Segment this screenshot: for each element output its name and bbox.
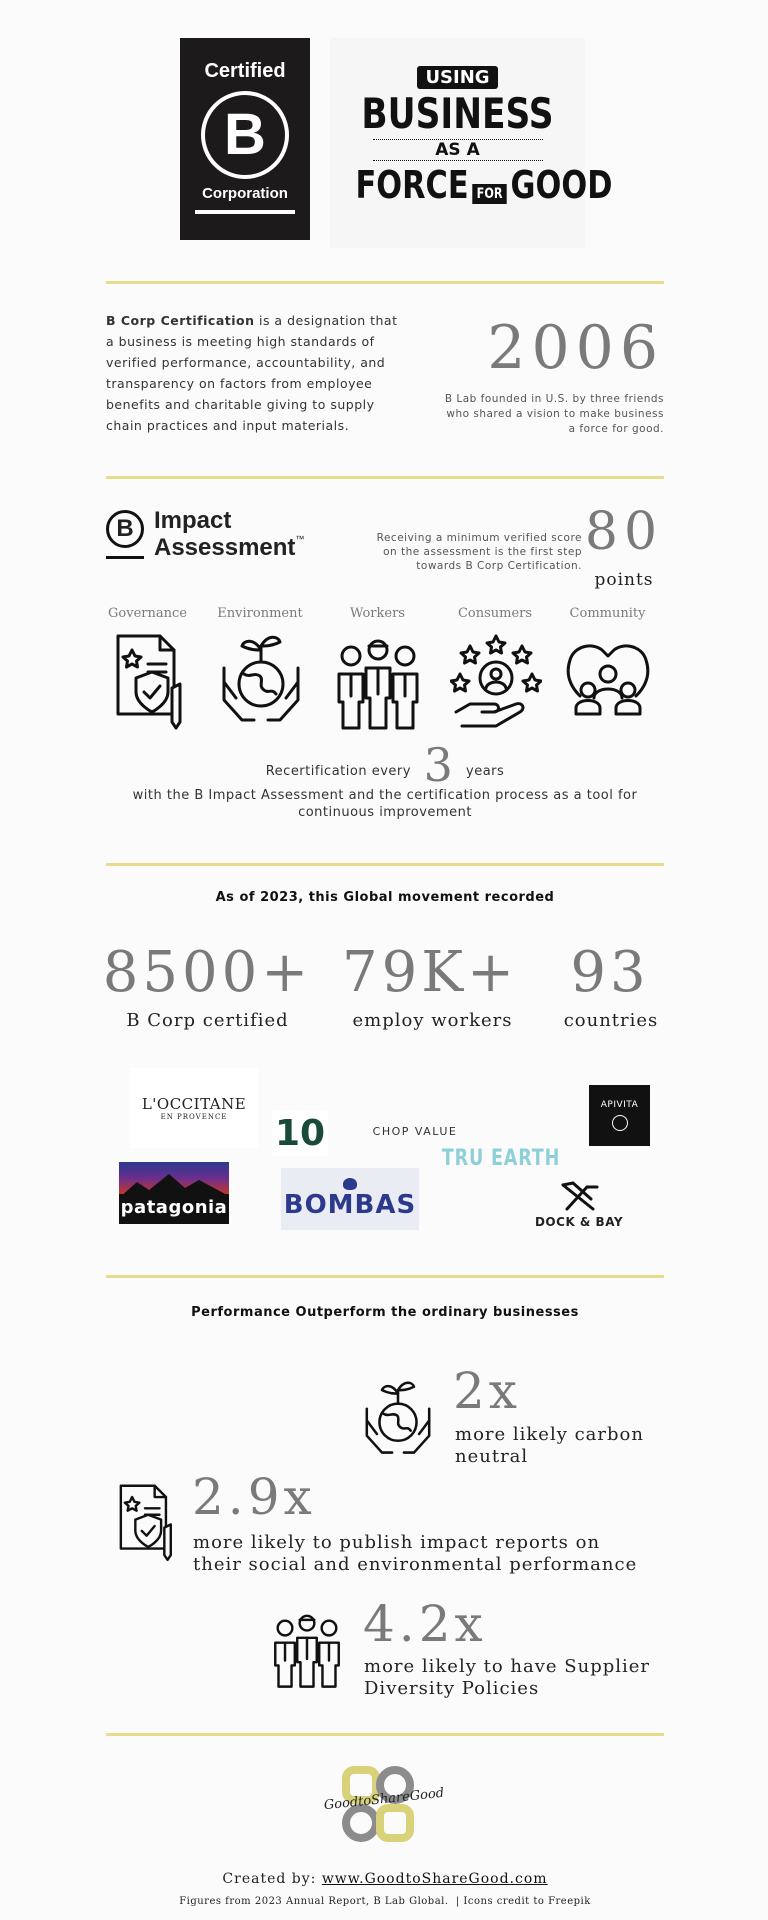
divider	[106, 1275, 664, 1278]
slogan-force-for-good	[355, 163, 613, 207]
slogan-logo	[330, 38, 613, 248]
chopvalue-text: CHOP VALUE	[372, 1124, 458, 1138]
impact-assessment-logo	[106, 508, 306, 563]
stat-value-countries: 93	[570, 940, 650, 1005]
category-label-community: Community	[569, 606, 646, 621]
created-by-line	[106, 1871, 664, 1887]
consumer-stars-icon	[450, 632, 542, 730]
bombas-text: BOMBAS	[283, 1190, 417, 1220]
goodtosharegood-logo	[322, 1762, 446, 1848]
slogan-as-a: AS A	[373, 139, 543, 161]
divider	[106, 1733, 664, 1736]
perf-text-diversity: more likely to have Supplier Diversity Policies	[364, 1656, 651, 1699]
stat-label-workers: employ workers	[352, 1010, 513, 1031]
bcorp-logo-letter: B	[224, 102, 266, 167]
recertification-line	[106, 738, 664, 792]
perf-value-reports: 2.9x	[192, 1468, 316, 1526]
b-circle-icon: B	[106, 510, 144, 548]
category-label-environment: Environment	[217, 606, 303, 621]
category-label-governance: Governance	[108, 606, 187, 621]
recert-suffix: years	[466, 764, 505, 779]
impact-logo-tm: ™	[295, 534, 305, 544]
perf-value-diversity: 4.2x	[363, 1595, 487, 1653]
website-link[interactable]: www.GoodtoShareGood.com	[321, 1871, 548, 1887]
performance-heading: Performance Outperform the ordinary businesses	[191, 1305, 579, 1320]
credits-line: Figures from 2023 Annual Report, B Lab Global. | Icons credit to Freepik	[179, 1896, 591, 1907]
impact-logo-line2: Assessment	[154, 534, 296, 561]
recertification-description: with the B Impact Assessment and the certification process as a tool for continuous improvement	[132, 788, 638, 820]
bcorp-logo-bar	[195, 210, 295, 214]
apivita-text: APIVITA	[600, 1100, 639, 1110]
truearth-text: TRU EARTH	[441, 1145, 561, 1171]
patagonia-mountains	[119, 1172, 229, 1198]
apivita-logo	[589, 1085, 650, 1146]
loccitane-name: L'OCCITANE	[141, 1095, 247, 1113]
intro-bold-term: B Corp Certification	[106, 313, 255, 328]
perf-text-reports: more likely to publish impact reports on their social and environmental performance	[193, 1532, 638, 1575]
logo-script-text: GoodtoShareGood	[323, 1785, 445, 1814]
globe-hands-icon	[358, 1375, 438, 1461]
impact-logo-line1: Impact	[154, 507, 232, 534]
truearth-logo	[441, 1140, 561, 1176]
slogan-using	[417, 66, 497, 89]
slogan-for: FOR	[473, 184, 507, 204]
divider	[106, 863, 664, 866]
patagonia-logo	[119, 1162, 229, 1224]
loccitane-logo	[130, 1068, 258, 1148]
movement-heading: As of 2023, this Global movement recorded	[215, 890, 555, 905]
stat-value-workers: 79K+	[341, 940, 518, 1005]
slogan-force: FORCE	[355, 163, 469, 207]
stat-label-certified: B Corp certified	[126, 1010, 289, 1031]
bcorp-logo-bottom: Corporation	[202, 185, 288, 202]
document-shield-icon	[116, 1482, 174, 1562]
score-description: Receiving a minimum verified score on the assessment is the first step towards B Corp Certification.	[376, 532, 582, 572]
bcorp-certified-logo	[180, 38, 310, 240]
created-label: Created by:	[222, 1871, 317, 1887]
intro-text: is a designation that a business is meeting high standards of verified performance, accountability, and transparency on factors from employee benefits and charitable giving to supply chain practices and input materials.	[106, 313, 398, 433]
impact-logo-underline	[106, 556, 144, 559]
divider	[106, 476, 664, 479]
category-label-consumers: Consumers	[457, 606, 533, 621]
divider	[106, 281, 664, 284]
slogan-good: GOOD	[510, 163, 613, 207]
founding-year-caption: B Lab founded in U.S. by three friends who shared a vision to make business a force for good.	[444, 393, 664, 435]
score-unit: points	[594, 570, 654, 590]
bcorp-logo-top: Certified	[204, 60, 286, 82]
slogan-business: BUSINESS	[361, 89, 554, 138]
loccitane-sub: EN PROVENCE	[160, 1113, 228, 1121]
slogan-using-text: USING	[425, 67, 490, 88]
impact-logo-line2-wrap	[154, 534, 304, 562]
patagonia-text: patagonia	[120, 1196, 228, 1218]
score-value: 80	[584, 502, 664, 562]
recert-value: 3	[423, 738, 454, 792]
tentree-text: 10	[274, 1112, 326, 1154]
bcorp-logo-circle	[201, 91, 289, 179]
deck-chair-icon	[557, 1181, 601, 1211]
stat-value-certified: 8500+	[102, 940, 313, 1005]
stat-label-countries: countries	[563, 1010, 659, 1031]
bee-icon	[343, 1178, 357, 1190]
workers-icon	[272, 1610, 342, 1690]
perf-value-carbon: 2x	[453, 1362, 522, 1420]
logo-ring-4	[376, 1804, 414, 1842]
bombas-logo	[281, 1168, 419, 1230]
perf-text-carbon: more likely carbon neutral	[455, 1424, 644, 1467]
dockandbay-text: DOCK & BAY	[534, 1215, 624, 1229]
category-label-workers: Workers	[350, 606, 405, 621]
apivita-emblem-icon	[612, 1115, 628, 1131]
community-heart-icon	[564, 636, 652, 718]
intro-paragraph	[106, 310, 406, 436]
tentree-logo	[272, 1110, 328, 1156]
dockandbay-logo	[520, 1175, 638, 1235]
globe-hands-icon	[214, 628, 308, 730]
document-shield-icon	[112, 632, 184, 730]
workers-icon	[335, 634, 421, 732]
founding-year: 2006	[487, 313, 664, 383]
recert-prefix: Recertification every	[265, 764, 411, 779]
